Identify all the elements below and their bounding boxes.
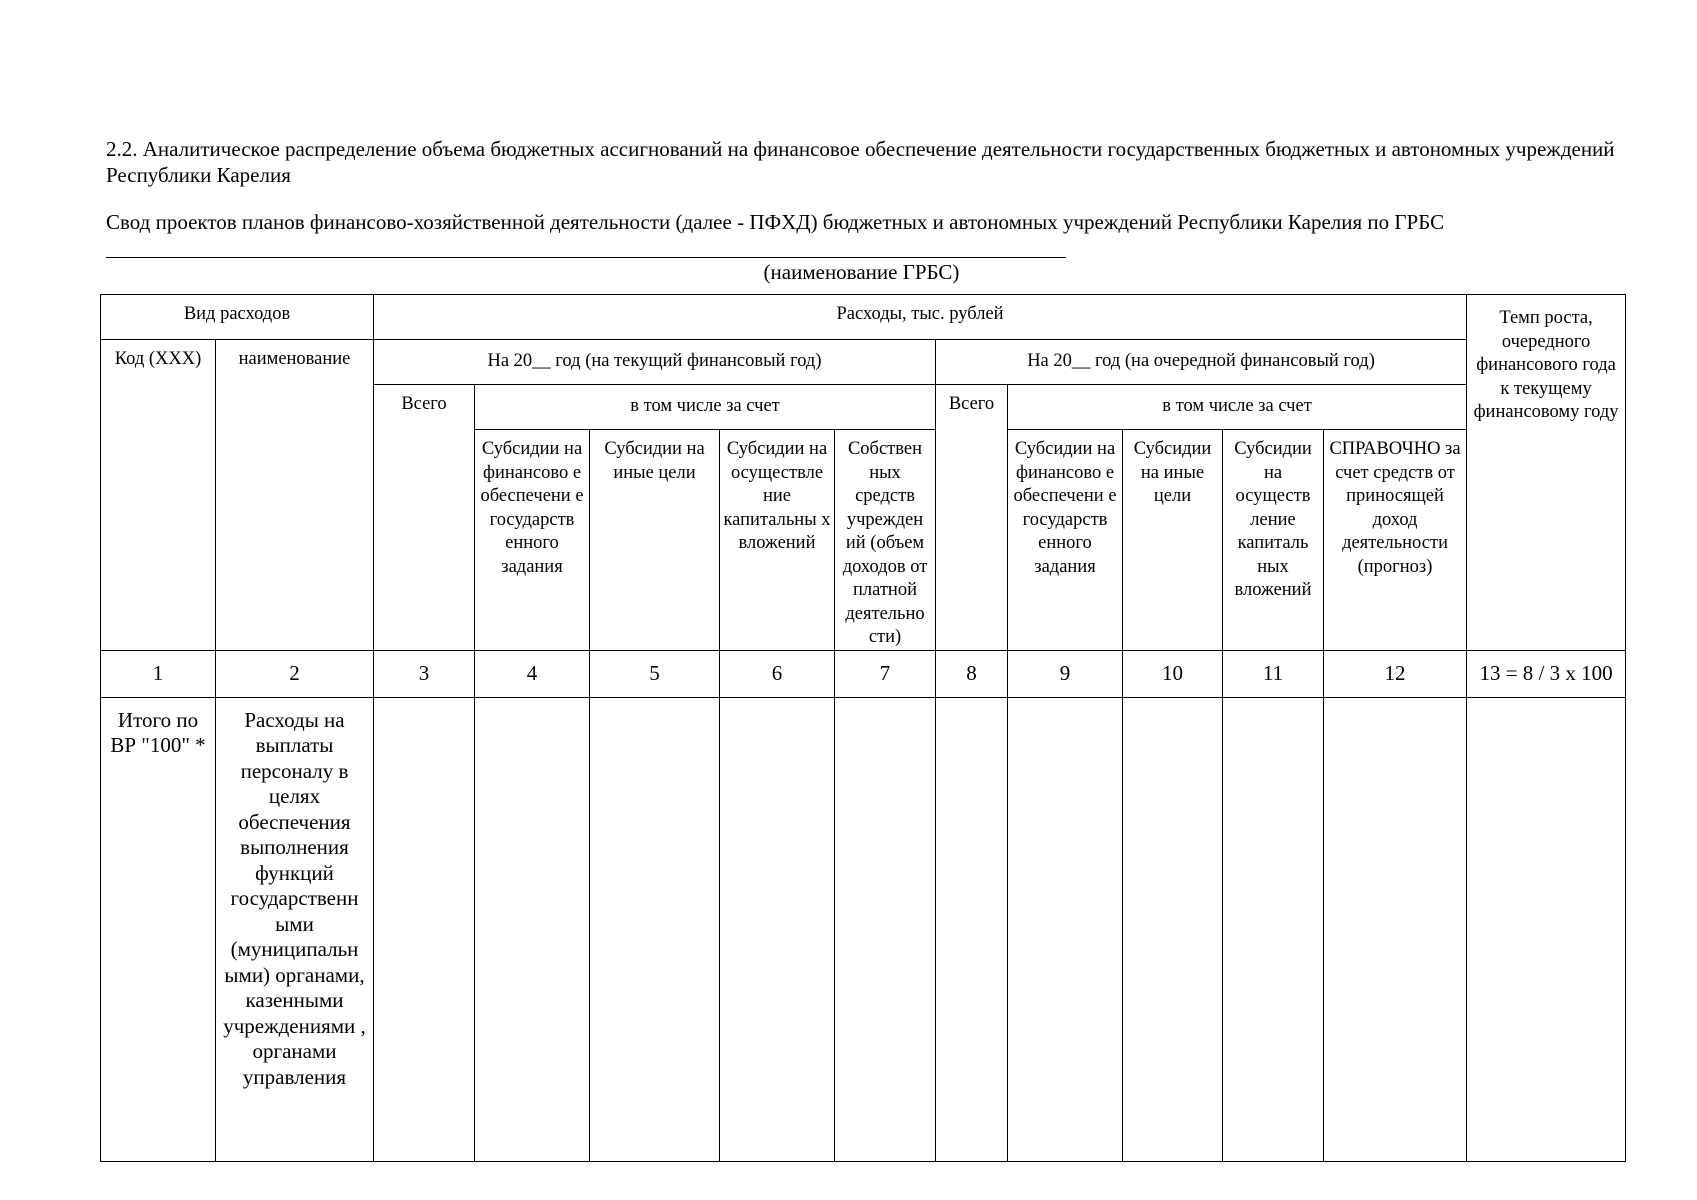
- document-subtitle: Свод проектов планов финансово-хозяйственной деятельности (далее - ПФХД) бюджетных и автономных учреждений Республики Карелия по ГРБС: [106, 210, 1445, 234]
- table-row: [101, 697, 1626, 1162]
- col-number-4: 4: [475, 650, 590, 697]
- col-number-10: 10: [1123, 650, 1223, 697]
- cell-col-7[interactable]: [835, 697, 936, 1162]
- cell-col-6[interactable]: [720, 697, 835, 1162]
- col-number-3: 3: [374, 650, 475, 697]
- header-vsego-next: Всего: [936, 385, 1008, 651]
- cell-col-9[interactable]: [1008, 697, 1123, 1162]
- row-name: Расходы на выплаты персоналу в целях обеспечения выполнения функций государственн ыми (муниципальн ыми) органами, казенными учреждениями , органами управления: [216, 697, 374, 1162]
- header-v-tom-chisle-next: в том числе за счет: [1008, 385, 1467, 430]
- col-number-13: 13 = 8 / 3 x 100: [1467, 650, 1626, 697]
- col-number-5: 5: [590, 650, 720, 697]
- grbs-fill-line: [106, 257, 1066, 258]
- document-title: 2.2. Аналитическое распределение объема бюджетных ассигнований на финансовое обеспечение деятельности государственных бюджетных и автономных учреждений Республики Карелия: [106, 137, 1615, 187]
- header-col-6: Субсидии на осуществле ние капитальны х вложений: [720, 430, 835, 651]
- header-col-11: Субсидии на осуществ ление капиталь ных вложений: [1223, 430, 1324, 651]
- header-col-9: Субсидии на финансово е обеспечени е государств енного задания: [1008, 430, 1123, 651]
- cell-col-5[interactable]: [590, 697, 720, 1162]
- grbs-caption: (наименование ГРБС): [763, 260, 960, 284]
- cell-col-13[interactable]: [1467, 697, 1626, 1162]
- header-kod: Код (XXX): [101, 340, 216, 651]
- header-col-5: Субсидии на иные цели: [590, 430, 720, 651]
- header-col-12: СПРАВОЧНО за счет средств от приносящей доход деятельности (прогноз): [1324, 430, 1467, 651]
- cell-col-11[interactable]: [1223, 697, 1324, 1162]
- col-number-12: 12: [1324, 650, 1467, 697]
- header-vid-rashodov: Вид расходов: [101, 295, 374, 340]
- col-number-2: 2: [216, 650, 374, 697]
- header-rashody: Расходы, тыс. рублей: [374, 295, 1467, 340]
- cell-col-3[interactable]: [374, 697, 475, 1162]
- header-naimenovanie: наименование: [216, 340, 374, 651]
- header-current-year: На 20__ год (на текущий финансовый год): [374, 340, 936, 385]
- cell-col-10[interactable]: [1123, 697, 1223, 1162]
- cell-col-12[interactable]: [1324, 697, 1467, 1162]
- cell-col-8[interactable]: [936, 697, 1008, 1162]
- header-vsego-current: Всего: [374, 385, 475, 651]
- header-col-10: Субсидии на иные цели: [1123, 430, 1223, 651]
- col-number-6: 6: [720, 650, 835, 697]
- col-number-8: 8: [936, 650, 1008, 697]
- header-col-4: Субсидии на финансово е обеспечени е государств енного задания: [475, 430, 590, 651]
- expenses-table: [100, 294, 1626, 1162]
- col-number-9: 9: [1008, 650, 1123, 697]
- row-code: Итого по ВР "100" *: [101, 697, 216, 1162]
- col-number-1: 1: [101, 650, 216, 697]
- header-col-7: Собствен ных средств учрежден ий (объем доходов от платной деятельно сти): [835, 430, 936, 651]
- col-number-7: 7: [835, 650, 936, 697]
- col-number-11: 11: [1223, 650, 1324, 697]
- header-v-tom-chisle-current: в том числе за счет: [475, 385, 936, 430]
- header-temp-rosta: Темп роста, очередного финансового года к текущему финансовому году: [1467, 295, 1626, 651]
- cell-col-4[interactable]: [475, 697, 590, 1162]
- header-next-year: На 20__ год (на очередной финансовый год): [936, 340, 1467, 385]
